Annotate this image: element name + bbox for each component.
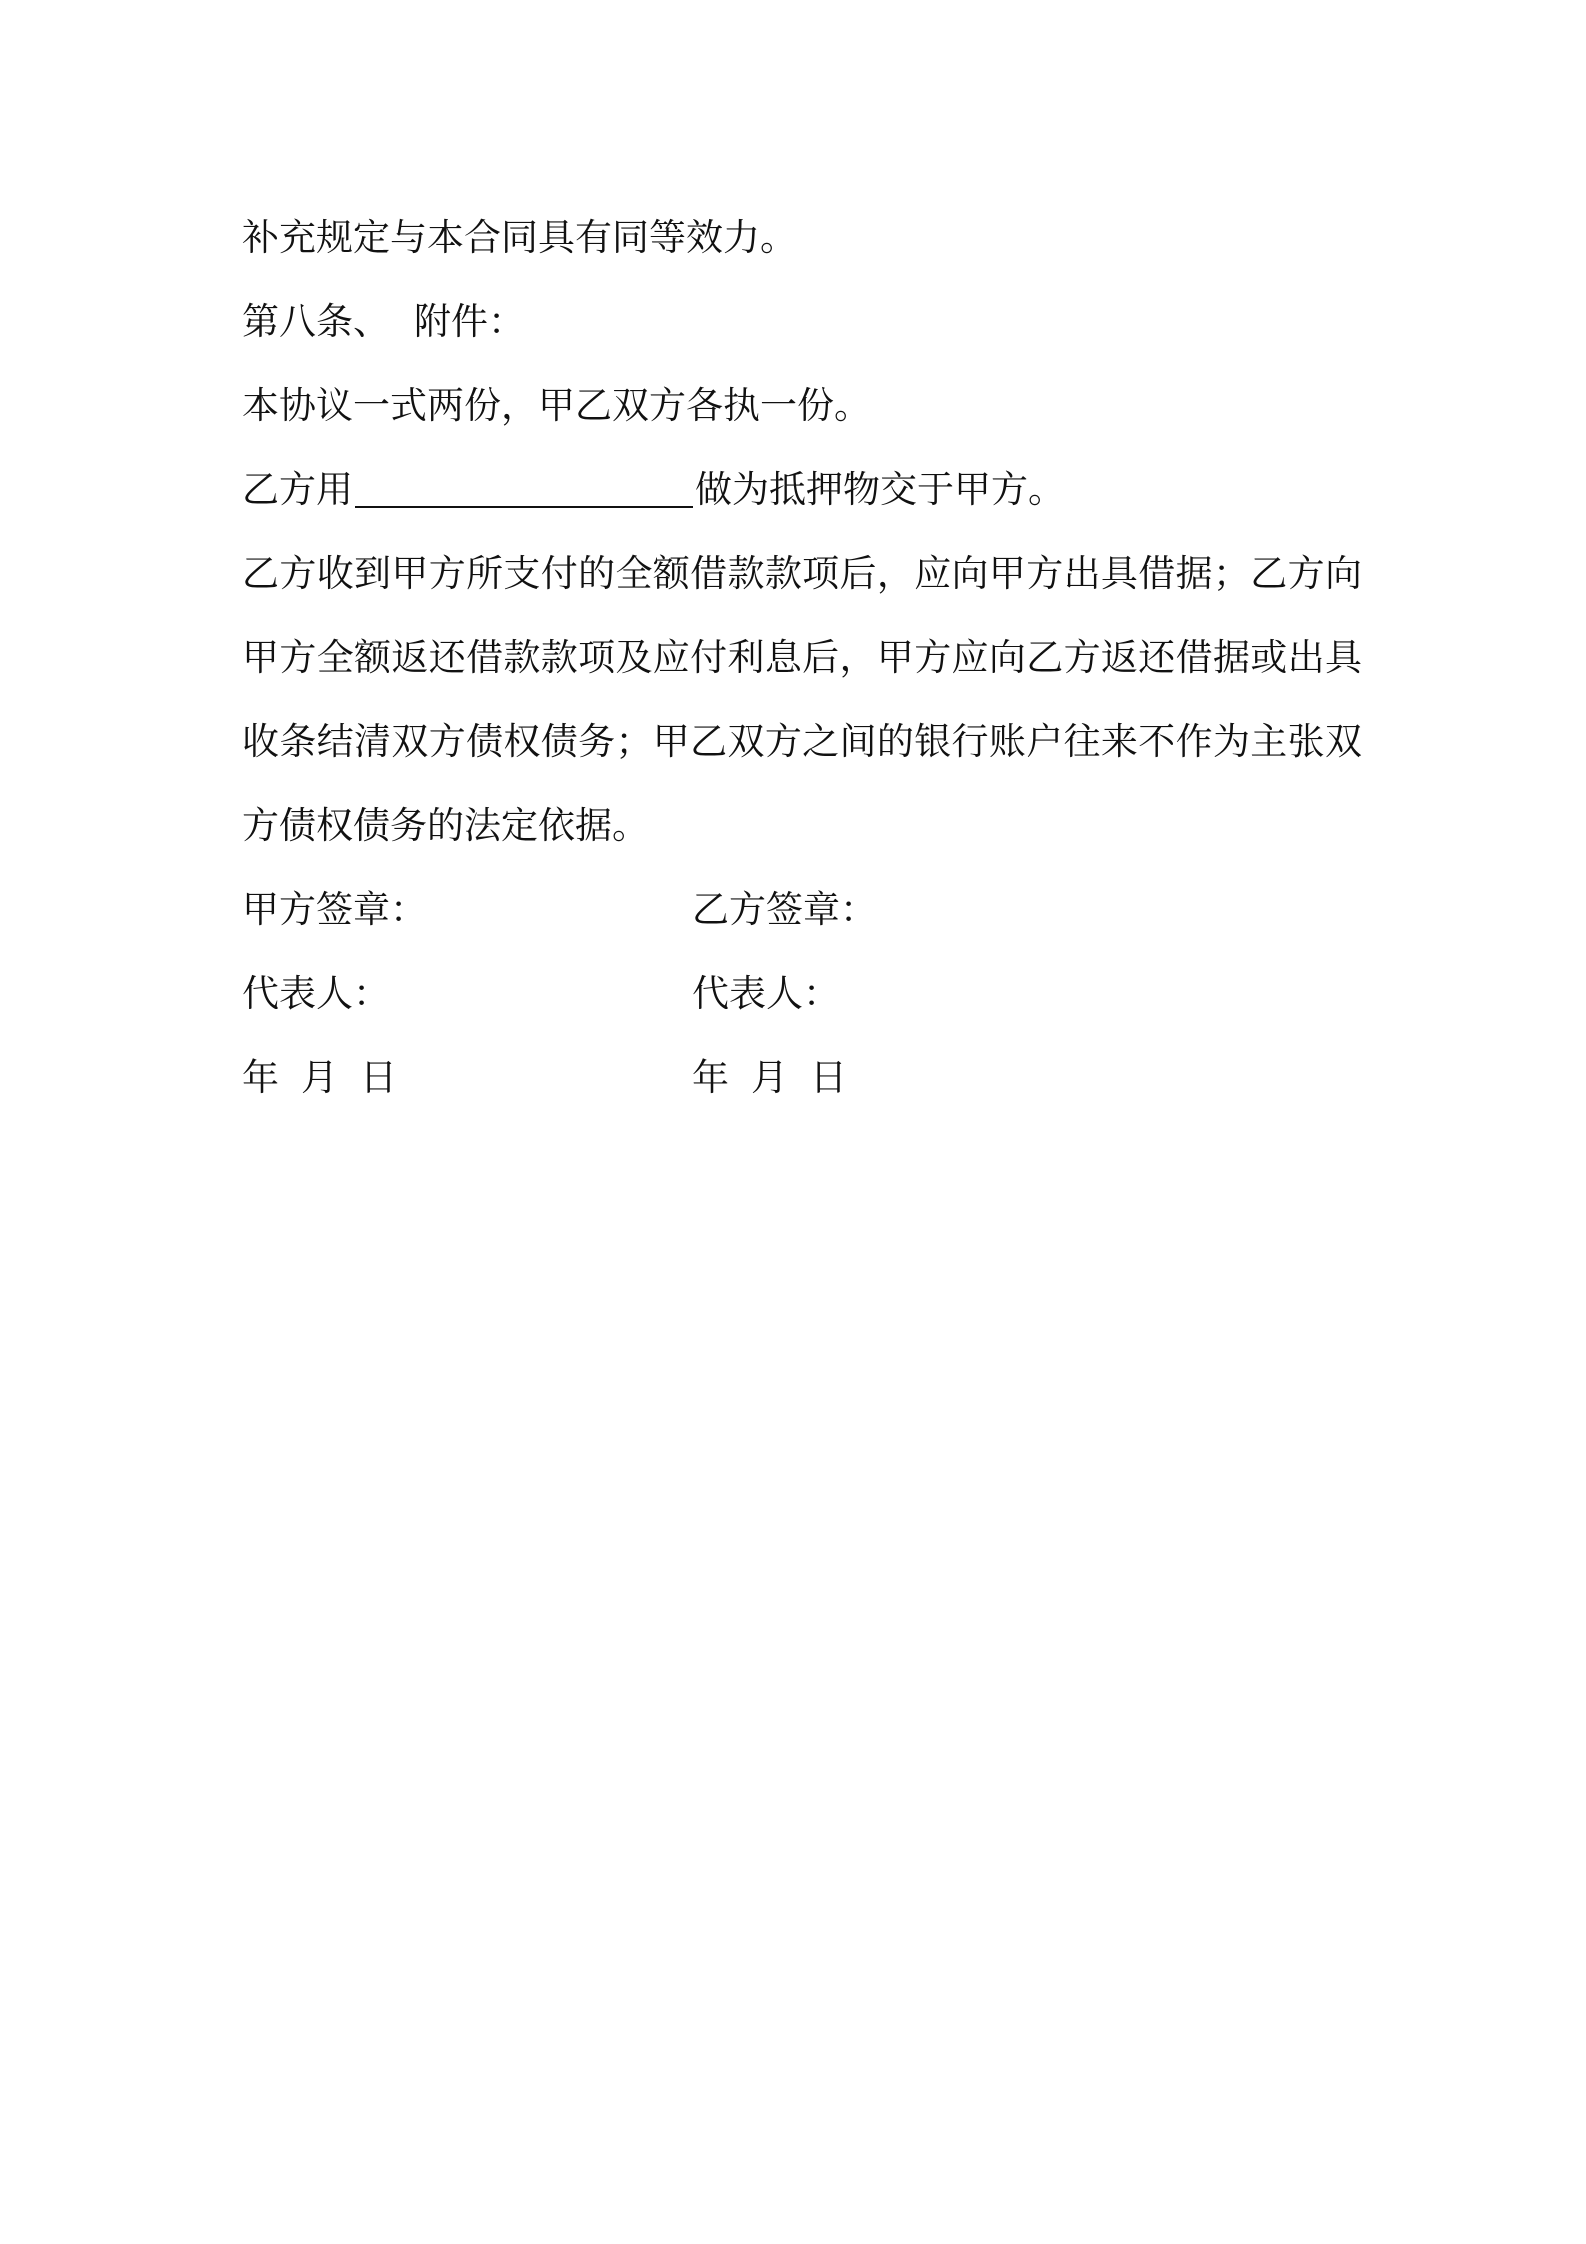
article-8-label: 第八条、 — [242, 300, 390, 343]
party-b-date-month: 月 — [751, 1056, 788, 1099]
date-row — [242, 1036, 1362, 1120]
collateral-clause — [242, 448, 1362, 532]
party-a-date — [242, 1036, 692, 1120]
collateral-suffix: 做为抵押物交于甲方。 — [695, 468, 1065, 511]
article-8-title: 附件： — [414, 300, 525, 343]
representative-row — [242, 952, 1362, 1036]
party-b-representative-label: 代表人： — [692, 972, 840, 1015]
collateral-blank-field[interactable] — [355, 470, 693, 508]
party-a-seal-label: 甲方签章： — [242, 888, 427, 931]
article-8-heading — [242, 280, 1362, 364]
party-b-date-year: 年 — [692, 1056, 729, 1099]
document-body — [242, 196, 1362, 1120]
party-b-date-day: 日 — [810, 1056, 847, 1099]
party-a-date-day: 日 — [360, 1056, 397, 1099]
collateral-prefix: 乙方用 — [242, 468, 353, 511]
party-b-seal-label: 乙方签章： — [692, 888, 877, 931]
party-b-date — [692, 1036, 869, 1120]
party-a-representative-label: 代表人： — [242, 972, 390, 1015]
party-a-date-year: 年 — [242, 1056, 279, 1099]
seal-row — [242, 868, 1362, 952]
party-a-date-month: 月 — [301, 1056, 338, 1099]
copies-clause: 本协议一式两份，甲乙双方各执一份。 — [242, 384, 871, 427]
supplement-clause-line: 补充规定与本合同具有同等效力。 — [242, 216, 797, 259]
loan-terms-paragraph: 乙方收到甲方所支付的全额借款款项后，应向甲方出具借据；乙方向甲方全额返还借款款项及应付利息后，甲方应向乙方返还借据或出具收条结清双方债权债务；甲乙双方之间的银行账户往来不作为主张双方债权债务的法定依据。 — [242, 552, 1362, 847]
